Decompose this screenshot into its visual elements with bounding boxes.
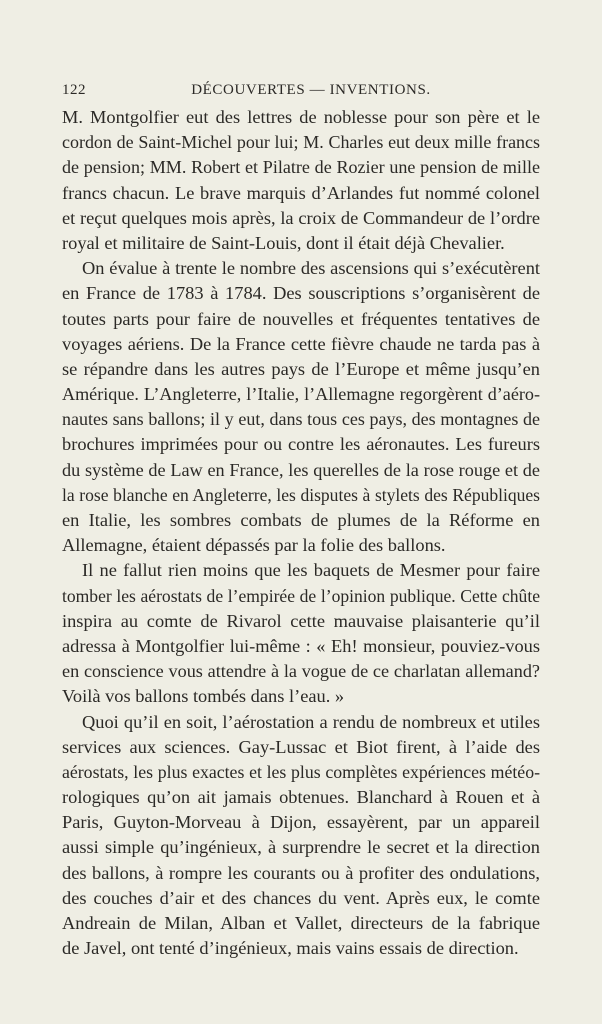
text-line: nautes sans ballons; il y eut, dans tous ces pays, des montagnes de — [62, 409, 540, 430]
text-line: la rose blanche en Angleterre, les disputes à stylets des Républiques — [62, 484, 540, 505]
text-line: de pension; MM. Robert et Pilatre de Rozier une pension de mille — [62, 157, 540, 178]
text-line: Paris, Guyton-Morveau à Dijon, essayèrent, par un appareil — [62, 812, 540, 833]
text-line: Voilà vos ballons tombés dans l’eau. » — [62, 686, 345, 707]
text-line: On évalue à trente le nombre des ascensions qui s’exécutèrent — [82, 258, 540, 279]
text-line: rologiques qu’on ait jamais obtenues. Blanchard à Rouen et à — [62, 787, 540, 808]
text-line: aussi simple qu’ingénieux, à surprendre le secret et la direction — [62, 837, 540, 858]
text-line: royal et militaire de Saint-Louis, dont il était déjà Chevalier. — [62, 232, 505, 253]
text-line: Amérique. L’Angleterre, l’Italie, l’Allemagne regorgèrent d’aéro- — [62, 384, 540, 405]
text-line: des couches d’air et des chances du vent. Après eux, le comte — [62, 887, 540, 908]
text-line: francs chacun. Le brave marquis d’Arlandes fut nommé colonel — [62, 182, 540, 203]
running-head — [62, 82, 540, 104]
text-line: des ballons, à rompre les courants ou à profiter des ondulations, — [62, 862, 540, 883]
text-line: Allemagne, étaient dépassés par la folie des ballons. — [62, 535, 446, 556]
text-line: de Javel, ont tenté d’ingénieux, mais vains essais de direction. — [62, 938, 519, 959]
text-line: adressa à Montgolfier lui-même : « Eh! monsieur, pouviez-vous — [62, 635, 540, 656]
body-text — [62, 105, 540, 961]
text-line: toutes parts pour faire de nouvelles et fréquentes tentatives de — [62, 308, 540, 329]
text-line: en France de 1783 à 1784. Des souscriptions s’organisèrent de — [62, 283, 540, 304]
text-line: Il ne fallut rien moins que les baquets de Mesmer pour faire — [82, 560, 540, 581]
text-line: services aux sciences. Gay-Lussac et Biot firent, à l’aide des — [62, 736, 540, 757]
running-title: DÉCOUVERTES — INVENTIONS. — [191, 82, 431, 98]
text-line: brochures imprimées pour ou contre les aéronautes. Les fureurs — [62, 434, 540, 455]
text-line: cordon de Saint-Michel pour lui; M. Charles eut deux mille francs — [62, 132, 540, 153]
text-line: et reçut quelques mois après, la croix de Commandeur de l’ordre — [62, 207, 540, 228]
text-line: Quoi qu’il en soit, l’aérostation a rendu de nombreux et utiles — [82, 711, 540, 732]
text-line: se répandre dans les autres pays de l’Europe et même jusqu’en — [62, 358, 540, 379]
text-line: aérostats, les plus exactes et les plus complètes expériences météo- — [62, 761, 540, 782]
text-line: du système de Law en France, les querelles de la rose rouge et de — [62, 459, 540, 480]
text-line: voyages aériens. De la France cette fièvre chaude ne tarda pas à — [62, 333, 540, 354]
text-line: inspira au comte de Rivarol cette mauvaise plaisanterie qu’il — [62, 610, 540, 631]
text-line: en Italie, les sombres combats de plumes de la Réforme en — [62, 510, 540, 530]
page-number: 122 — [62, 82, 86, 98]
text-line: M. Montgolfier eut des lettres de noblesse pour son père et le — [62, 107, 540, 127]
text-line: en conscience vous attendre à la vogue de ce charlatan allemand? — [62, 661, 540, 682]
text-line: Andreain de Milan, Alban et Vallet, directeurs de la fabrique — [62, 913, 540, 933]
text-line: tomber les aérostats de l’empirée de l’opinion publique. Cette chûte — [62, 585, 540, 606]
